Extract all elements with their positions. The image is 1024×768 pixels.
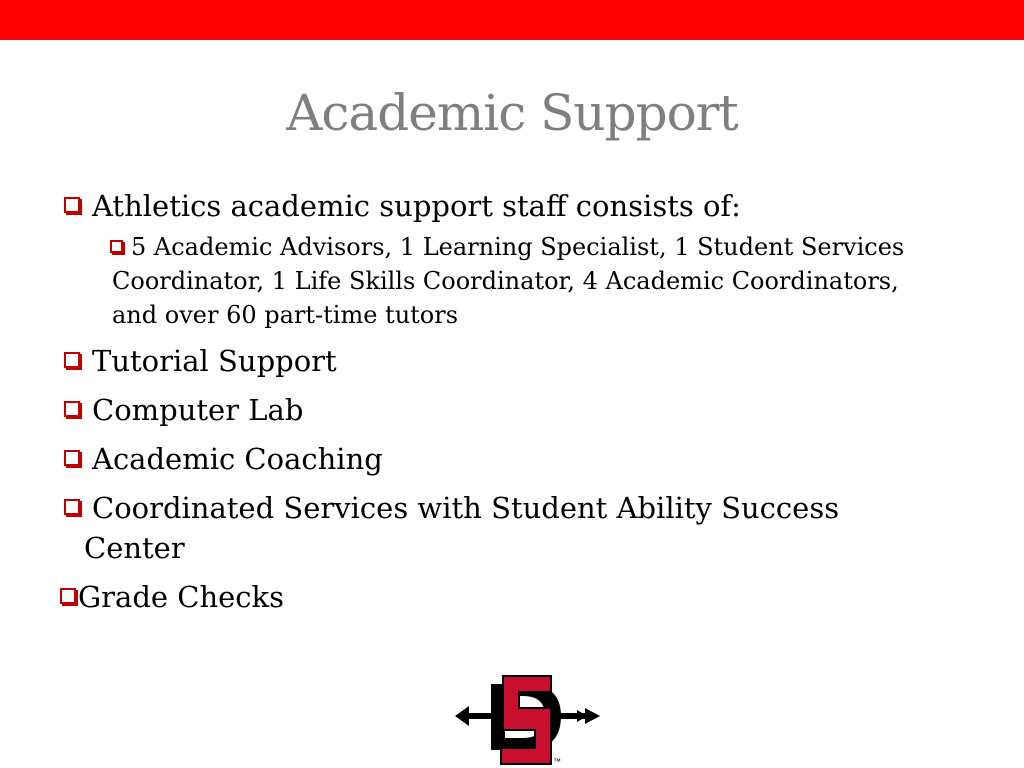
bullet-item-coaching bbox=[60, 439, 960, 479]
bullet-text-continued: Center bbox=[84, 531, 185, 565]
bullet-item-grade-checks bbox=[60, 577, 960, 617]
checkbox-bullet-icon bbox=[64, 499, 80, 515]
top-accent-bar bbox=[0, 0, 1024, 40]
checkbox-bullet-icon bbox=[64, 450, 80, 466]
bullet-item-coordinated-services bbox=[60, 488, 960, 568]
bullet-item-computer-lab bbox=[60, 390, 960, 430]
checkbox-bullet-icon bbox=[64, 401, 80, 417]
bullet-text: Coordinated Services with Student Ability Success bbox=[92, 491, 840, 525]
bullet-text: Grade Checks bbox=[78, 580, 284, 614]
slide-title: Academic Support bbox=[286, 84, 738, 142]
bullet-item-staff bbox=[60, 186, 960, 226]
checkbox-bullet-icon bbox=[60, 588, 76, 604]
sub-bullet-item-staff-list bbox=[60, 230, 960, 332]
bullet-item-tutorial bbox=[60, 341, 960, 381]
checkbox-bullet-icon bbox=[64, 197, 80, 213]
bullet-list bbox=[60, 186, 960, 617]
checkbox-bullet-icon bbox=[110, 240, 123, 253]
bullet-text: Computer Lab bbox=[92, 393, 304, 427]
sdsu-spear-logo-icon bbox=[455, 672, 600, 768]
sub-bullet-text-line3: and over 60 part-time tutors bbox=[112, 301, 459, 329]
bullet-text: Athletics academic support staff consists of: bbox=[92, 189, 741, 223]
bullet-text: Tutorial Support bbox=[92, 344, 337, 378]
trademark-symbol: ™ bbox=[553, 757, 561, 766]
checkbox-bullet-icon bbox=[64, 352, 80, 368]
sub-bullet-text-line2: Coordinator, 1 Life Skills Coordinator, 4 Academic Coordinators, bbox=[112, 267, 899, 295]
bullet-text: Academic Coaching bbox=[92, 442, 383, 476]
sub-bullet-text-line1: 5 Academic Advisors, 1 Learning Specialist, 1 Student Services bbox=[131, 233, 905, 261]
